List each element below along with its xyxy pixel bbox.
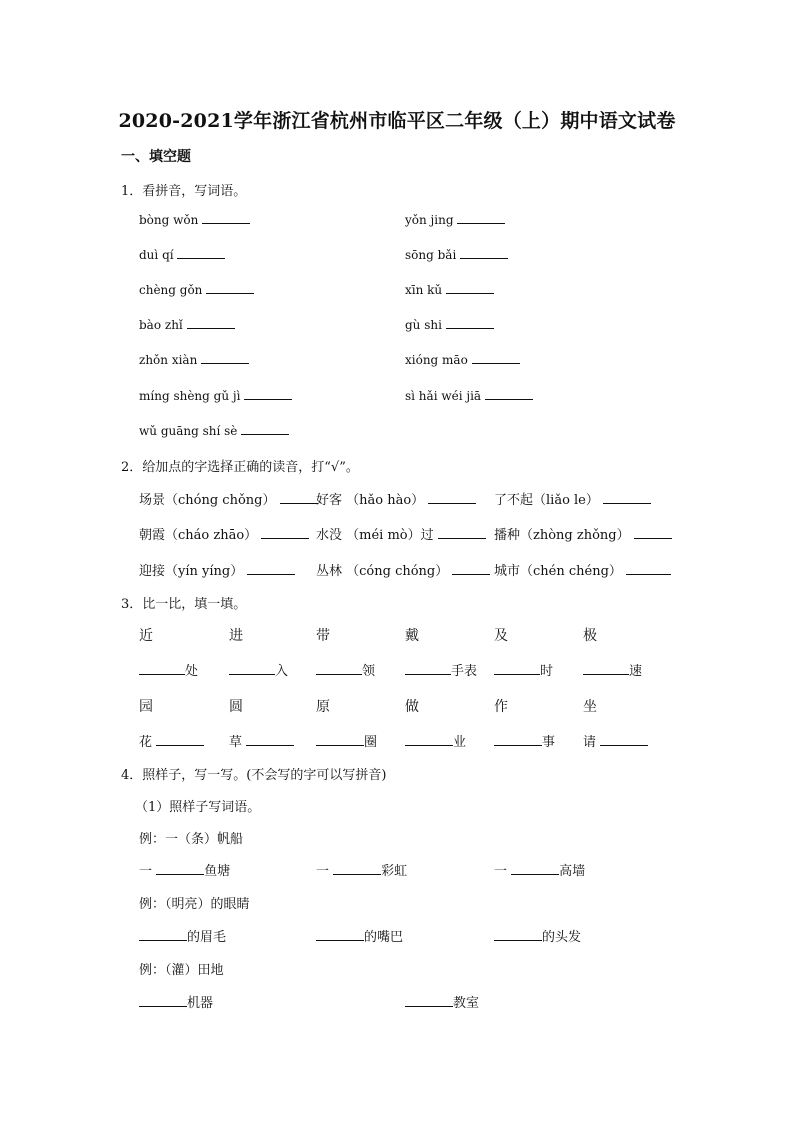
compare-char: 圆	[229, 699, 243, 715]
compare-char: 进	[229, 628, 243, 644]
subquestion-label: （1）照样子写词语。	[135, 800, 261, 815]
pinyin-item	[405, 282, 494, 297]
answer-blank[interactable]	[452, 563, 490, 575]
fill-item	[139, 992, 213, 1011]
answer-blank[interactable]	[494, 734, 542, 746]
answer-blank[interactable]	[246, 734, 294, 746]
pinyin-item	[405, 317, 494, 332]
fill-text: 彩虹	[381, 864, 408, 879]
compare-char: 戴	[405, 628, 419, 644]
answer-blank[interactable]	[626, 563, 671, 575]
fill-text: 手表	[451, 664, 478, 679]
fill-item	[316, 660, 375, 679]
pinyin-item	[405, 212, 505, 227]
pinyin-item	[139, 388, 292, 403]
answer-blank[interactable]	[485, 388, 533, 400]
answer-blank[interactable]	[261, 527, 309, 539]
answer-blank[interactable]	[247, 563, 295, 575]
fill-item	[316, 731, 377, 750]
compare-char: 近	[139, 628, 153, 644]
answer-blank[interactable]	[241, 423, 289, 435]
reading-item	[139, 489, 318, 508]
compare-char: 原	[316, 699, 330, 715]
question-1-label: 1．看拼音，写词语。	[121, 184, 247, 199]
fill-text: 请	[583, 735, 597, 750]
compare-char: 及	[494, 628, 508, 644]
pinyin-item	[405, 247, 508, 262]
pinyin-item	[139, 282, 254, 297]
fill-text: 机器	[187, 996, 214, 1011]
page-title: 2020-2021学年浙江省杭州市临平区二年级（上）期中语文试卷	[118, 110, 676, 132]
answer-blank[interactable]	[202, 212, 250, 224]
pinyin-text: duì qí	[139, 248, 174, 262]
answer-blank[interactable]	[583, 663, 629, 675]
fill-text: 入	[275, 664, 289, 679]
fill-item	[139, 660, 198, 679]
reading-item	[494, 489, 651, 508]
answer-blank[interactable]	[446, 282, 494, 294]
reading-text: 好客 （hǎo hào）	[316, 493, 425, 508]
fill-item	[139, 926, 226, 945]
fill-item	[405, 660, 477, 679]
compare-char: 极	[583, 628, 597, 644]
answer-blank[interactable]	[206, 282, 254, 294]
fill-text: 领	[362, 664, 376, 679]
reading-item	[316, 489, 476, 508]
answer-blank[interactable]	[472, 352, 520, 364]
fill-item	[229, 731, 294, 750]
pinyin-item	[139, 247, 225, 262]
reading-item	[316, 524, 486, 543]
answer-blank[interactable]	[316, 663, 362, 675]
answer-blank[interactable]	[139, 929, 187, 941]
answer-blank[interactable]	[600, 734, 648, 746]
fill-text: 草	[229, 735, 243, 750]
pinyin-item	[405, 388, 533, 403]
pinyin-text: wǔ guāng shí sè	[139, 424, 238, 438]
fill-text: 一	[139, 864, 153, 879]
fill-item	[583, 731, 648, 750]
pinyin-item	[139, 352, 249, 367]
fill-text: 业	[453, 735, 467, 750]
reading-text: 场景（chóng chǒng）	[139, 493, 276, 508]
answer-blank[interactable]	[139, 663, 185, 675]
answer-blank[interactable]	[201, 352, 249, 364]
fill-text: 高墙	[559, 864, 586, 879]
pinyin-item	[139, 423, 289, 438]
answer-blank[interactable]	[405, 663, 451, 675]
section-heading: 一、填空题	[121, 149, 191, 165]
answer-blank[interactable]	[229, 663, 275, 675]
answer-blank[interactable]	[316, 929, 364, 941]
pinyin-text: xióng māo	[405, 353, 468, 367]
answer-blank[interactable]	[460, 247, 508, 259]
reading-item	[494, 524, 672, 543]
answer-blank[interactable]	[494, 929, 542, 941]
fill-text: 一	[316, 864, 330, 879]
answer-blank[interactable]	[511, 863, 559, 875]
compare-char: 做	[405, 699, 419, 715]
fill-text: 速	[629, 664, 643, 679]
answer-blank[interactable]	[405, 734, 453, 746]
fill-text: 的眉毛	[187, 930, 227, 945]
pinyin-item	[139, 317, 235, 332]
compare-char: 园	[139, 699, 153, 715]
fill-text: 的嘴巴	[364, 930, 404, 945]
fill-text: 一	[494, 864, 508, 879]
reading-text: 迎接（yín yíng）	[139, 564, 244, 579]
fill-item	[494, 731, 555, 750]
answer-blank[interactable]	[187, 317, 235, 329]
compare-char: 作	[494, 699, 508, 715]
answer-blank[interactable]	[333, 863, 381, 875]
fill-text: 时	[540, 664, 554, 679]
fill-item	[494, 860, 585, 879]
fill-item	[405, 731, 466, 750]
answer-blank[interactable]	[446, 317, 494, 329]
pinyin-text: yǒn jing	[405, 213, 454, 227]
answer-blank[interactable]	[405, 995, 453, 1007]
pinyin-text: gù shi	[405, 318, 442, 332]
answer-blank[interactable]	[177, 247, 225, 259]
answer-blank[interactable]	[438, 527, 486, 539]
question-4-label: 4．照样子，写一写。(不会写的字可以写拼音)	[121, 768, 387, 783]
reading-text: 播种（zhòng zhǒng）	[494, 528, 630, 543]
pinyin-text: sōng bǎi	[405, 248, 457, 262]
reading-text: 水没 （méi mò）过	[316, 528, 434, 543]
reading-item	[139, 524, 309, 543]
pinyin-text: míng shèng gǔ jì	[139, 389, 241, 403]
compare-char: 坐	[583, 699, 597, 715]
pinyin-item	[405, 352, 520, 367]
fill-item	[583, 660, 642, 679]
answer-blank[interactable]	[156, 863, 204, 875]
example-line: 例：（灌）田地	[139, 963, 224, 978]
pinyin-text: bào zhǐ	[139, 318, 183, 332]
reading-text: 丛林 （cóng chóng）	[316, 564, 449, 579]
reading-item	[139, 560, 295, 579]
fill-text: 圈	[364, 735, 378, 750]
answer-blank[interactable]	[494, 663, 540, 675]
fill-text: 事	[542, 735, 556, 750]
fill-text: 处	[185, 664, 199, 679]
pinyin-text: zhǒn xiàn	[139, 353, 198, 367]
answer-blank[interactable]	[457, 212, 505, 224]
compare-char: 带	[316, 628, 330, 644]
example-line: 例：一（条）帆船	[139, 832, 244, 847]
fill-item	[494, 660, 553, 679]
pinyin-text: sì hǎi wéi jiā	[405, 389, 482, 403]
fill-item	[229, 660, 288, 679]
fill-item	[316, 926, 403, 945]
fill-item	[139, 860, 230, 879]
fill-item	[316, 860, 407, 879]
question-3-label: 3．比一比，填一填。	[121, 597, 247, 612]
fill-text: 的头发	[542, 930, 582, 945]
pinyin-text: bòng wǒn	[139, 213, 199, 227]
pinyin-text: chèng gǒn	[139, 283, 203, 297]
fill-text: 花	[139, 735, 153, 750]
answer-blank[interactable]	[139, 995, 187, 1007]
reading-item	[494, 560, 671, 579]
reading-text: 朝霞（cháo zhāo）	[139, 528, 258, 543]
answer-blank[interactable]	[634, 527, 672, 539]
answer-blank[interactable]	[316, 734, 364, 746]
reading-item	[316, 560, 490, 579]
question-2-label: 2．给加点的字选择正确的读音，打“√”。	[121, 460, 359, 475]
pinyin-item	[139, 212, 250, 227]
answer-blank[interactable]	[244, 388, 292, 400]
answer-blank[interactable]	[603, 492, 651, 504]
reading-text: 了不起（liǎo le）	[494, 493, 599, 508]
fill-item	[494, 926, 581, 945]
answer-blank[interactable]	[156, 734, 204, 746]
reading-text: 城市（chén chéng）	[494, 564, 622, 579]
fill-text: 教室	[453, 996, 480, 1011]
example-line: 例：（明亮）的眼睛	[139, 897, 250, 912]
answer-blank[interactable]	[280, 492, 318, 504]
pinyin-text: xīn kǔ	[405, 283, 443, 297]
fill-item	[139, 731, 204, 750]
fill-item	[405, 992, 479, 1011]
fill-text: 鱼塘	[204, 864, 231, 879]
answer-blank[interactable]	[428, 492, 476, 504]
